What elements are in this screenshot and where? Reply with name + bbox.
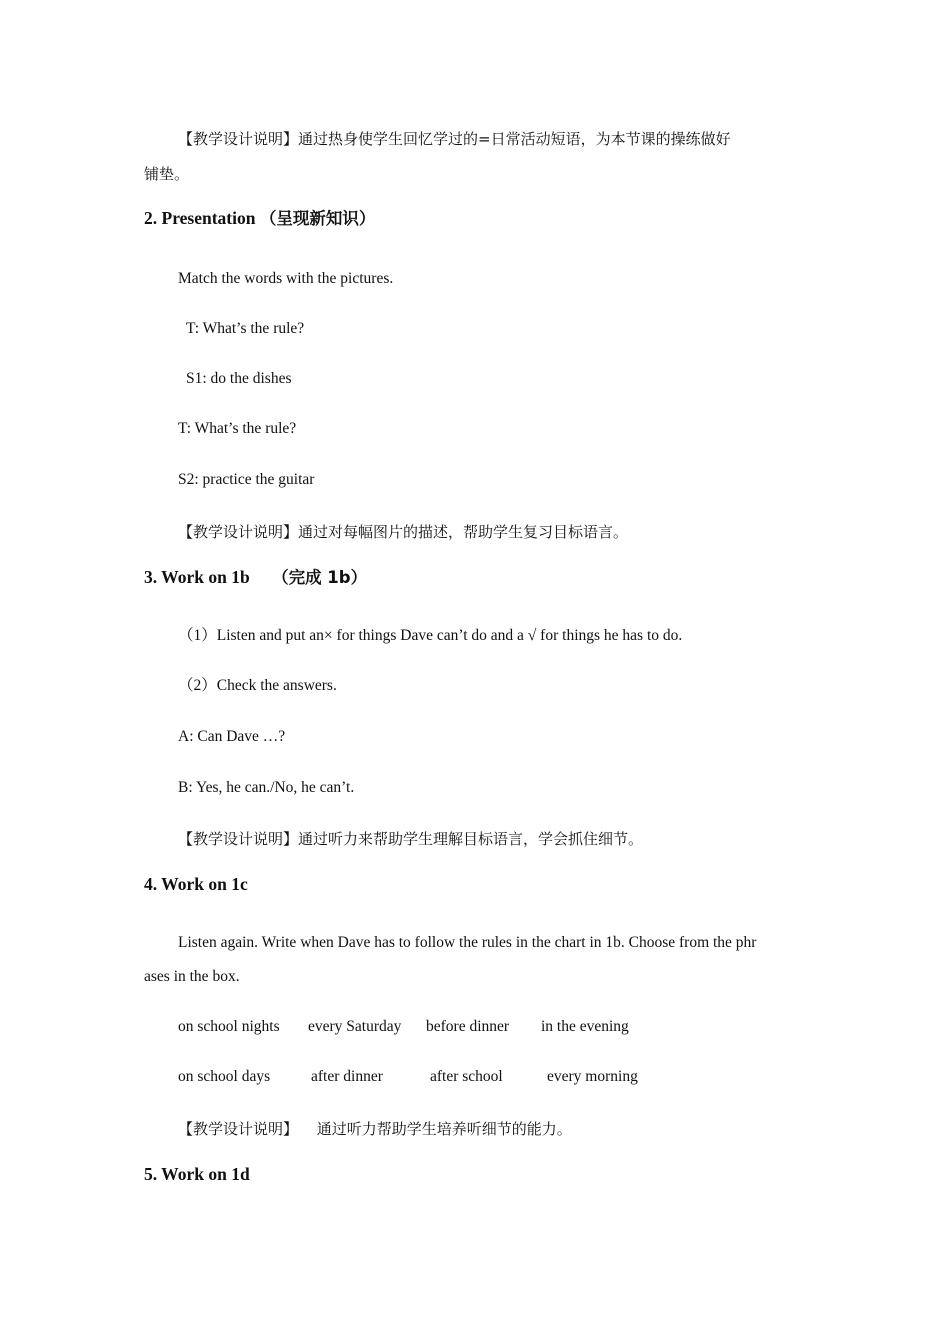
section-heading-label: 3. Work on 1b (144, 567, 250, 587)
section-heading-label: 2. Presentation (144, 208, 256, 228)
section-heading-label: 4. Work on 1c (144, 874, 248, 894)
section-heading-cn: （呈现新知识） (259, 209, 376, 228)
section-heading-work-1d (144, 1163, 250, 1185)
phrase-item: every Saturday (308, 1018, 402, 1035)
design-note-label: 【教学设计说明】 (178, 1120, 299, 1138)
phrase-item: before dinner (426, 1018, 510, 1035)
instruction-listen-again-line2: ases in the box. (144, 968, 240, 985)
dialogue-line: T: What’s the rule? (186, 320, 305, 337)
instruction-check: （2）Check the answers. (178, 677, 337, 694)
design-note-text: 通过听力帮助学生培养听细节的能力。 (316, 1120, 572, 1138)
dialogue-line: B: Yes, he can./No, he can’t. (178, 779, 355, 796)
design-note-2: 【教学设计说明】通过对每幅图片的描述，帮助学生复习目标语言。 (178, 523, 629, 541)
design-note-1-line1: 【教学设计说明】通过热身使学生回忆学过的=日常活动短语，为本节课的操练做好 (178, 130, 731, 148)
section-heading-label: 5. Work on 1d (144, 1164, 250, 1184)
phrase-item: on school days (178, 1068, 271, 1085)
instruction-listen: （1）Listen and put an× for things Dave can’t do and a √ for things he has to do. (178, 627, 683, 644)
phrase-item: after dinner (311, 1068, 383, 1085)
dialogue-line: S1: do the dishes (186, 370, 292, 387)
section-heading-cn: （完成 1b） (272, 568, 368, 587)
dialogue-line: A: Can Dave …? (178, 728, 286, 745)
dialogue-line: S2: practice the guitar (178, 471, 315, 488)
phrase-item: on school nights (178, 1018, 280, 1035)
design-note-3: 【教学设计说明】通过听力来帮助学生理解目标语言，学会抓住细节。 (178, 830, 644, 848)
section-heading-work-1c (144, 873, 248, 895)
dialogue-line: T: What’s the rule? (178, 420, 297, 437)
instruction-listen-again-line1: Listen again. Write when Dave has to follow the rules in the chart in 1b. Choose from the phr (178, 934, 757, 951)
design-note-1-line2: 铺垫。 (144, 165, 190, 183)
instruction-match: Match the words with the pictures. (178, 270, 394, 287)
section-heading-presentation (144, 207, 375, 230)
design-note-4 (178, 1119, 572, 1139)
phrase-item: after school (430, 1068, 503, 1085)
section-heading-work-1b (144, 566, 367, 589)
phrase-item: every morning (547, 1068, 638, 1085)
phrase-item: in the evening (541, 1018, 629, 1035)
